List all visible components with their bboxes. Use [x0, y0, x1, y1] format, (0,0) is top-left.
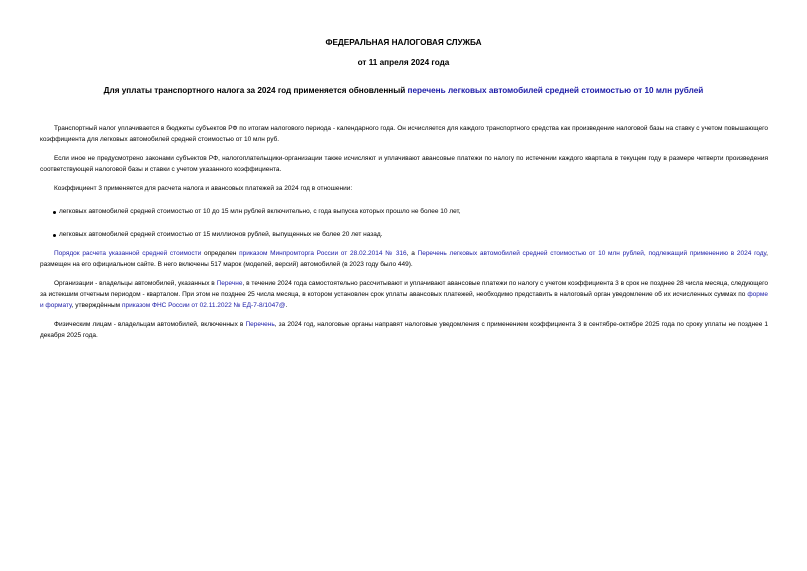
paragraph-3: Коэффициент 3 применяется для расчета налога и авансовых платежей за 2024 год в отношении:	[54, 185, 353, 193]
list-item-text: легковых автомобилей средней стоимостью от 15 миллионов рублей, выпущенных не более 20 лет назад.	[59, 230, 383, 238]
link-list[interactable]: Перечень	[245, 321, 275, 329]
link-calculation-procedure[interactable]: Порядок расчета указанной средней стоимости	[54, 250, 202, 258]
paragraph-1: Транспортный налог уплачивается в бюджеты субъектов РФ по итогам налогового периода - календарного года. Он исчисляется для каждого транспортного средства как произведение налоговой базы на ставку с учетом повышающего коэффициента для легковых автомобилей средней стоимостью от 10 млн руб.	[40, 125, 768, 143]
list-item	[40, 207, 768, 218]
document-title	[0, 86, 807, 95]
paragraph-6	[40, 320, 768, 341]
paragraph-text: определен	[201, 250, 240, 258]
paragraph-text: .	[285, 301, 288, 309]
document-date: от 11 апреля 2024 года	[357, 58, 450, 67]
document-body	[40, 124, 768, 341]
paragraph-2: Если иное не предусмотрено законами субъектов РФ, налогоплательщики-организации также исчисляют и уплачивают авансовые платежи по налогу по истечении каждого квартала в текущем году в размере четверти произведения соответствующей налоговой базы и ставки с учетом указанного коэффициента.	[40, 155, 768, 173]
title-link-list[interactable]: перечень легковых автомобилей средней стоимостью от 10 млн рублей	[407, 86, 704, 95]
bullet-icon	[53, 211, 56, 214]
paragraph-text: , а	[406, 250, 418, 258]
organization-heading: ФЕДЕРАЛЬНАЯ НАЛОГОВАЯ СЛУЖБА	[325, 38, 482, 47]
paragraph-4	[40, 249, 768, 270]
paragraph-text: Организации - владельцы автомобилей, указанных в	[54, 280, 217, 288]
title-text: Для уплаты транспортного налога за 2024 год применяется обновленный	[103, 86, 408, 95]
paragraph-text: , размещен на его официальном сайте. В него включены 517 марок (моделей, версий) автомобилей (в 2023 году было 449).	[40, 250, 768, 268]
list-item-text: легковых автомобилей средней стоимостью от 10 до 15 млн рублей включительно, с года выпуска которых прошло не более 10 лет,	[59, 207, 461, 215]
link-list[interactable]: Перечне	[216, 280, 243, 288]
link-fns-order[interactable]: приказом ФНС России от 02.11.2022 № ЕД-7-8/1047@	[121, 301, 286, 309]
paragraph-text: Физическим лицам - владельцам автомобилей, включенных в	[54, 321, 246, 329]
bullet-icon	[53, 234, 56, 237]
link-car-list-2024[interactable]: Перечень легковых автомобилей средней стоимостью от 10 млн рублей, подлежащий применению в 2024 году	[417, 250, 767, 258]
paragraph-text: , за 2024 год, налоговые органы направят налоговые уведомления с применением коэффициента 3 в сентябре-октябре 2025 года по сроку уплаты не позднее 1 декабря 2025 года.	[40, 321, 769, 339]
link-minpromtorg-order[interactable]: приказом Минпромторга России от 28.02.2014 № 316	[239, 250, 407, 258]
paragraph-5	[40, 279, 768, 311]
paragraph-text: , утверждённым	[71, 301, 122, 309]
link-form-and-format[interactable]: форме и формату	[40, 290, 768, 309]
paragraph-text: , в течение 2024 года самостоятельно рассчитывают и уплачивают авансовые платежи по налогу с учетом коэффициента 3 в срок не позднее 28 числа месяца, следующего за истекшим отчетным периодом - кварталом. При этом не позднее 25 числа месяца, в котором установлен срок уплаты авансовых платежей, необходимо представить в налоговый орган уведомление об их исчисленных суммах по	[40, 280, 768, 298]
list-item	[40, 230, 768, 241]
